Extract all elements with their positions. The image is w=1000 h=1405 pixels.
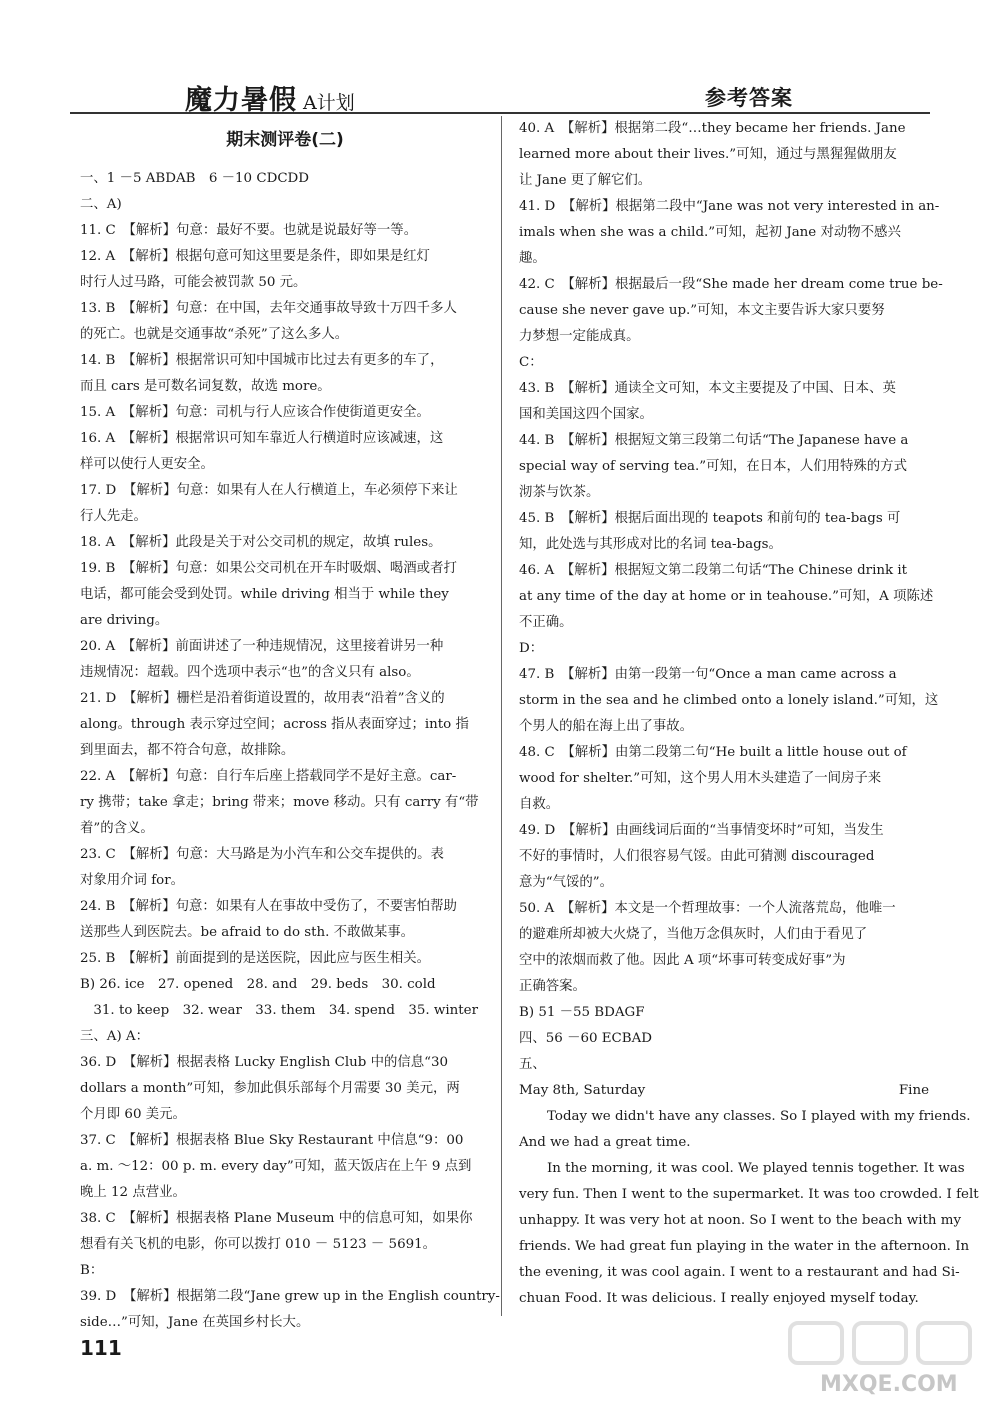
answer-line: 个男人的船在海上出了事故。 <box>519 719 694 734</box>
answer-line: a. m. ～12：00 p. m. every day”可知，蓝天饭店在上午 9 点到 <box>80 1159 472 1174</box>
answer-line: 46. A 【解析】根据短文第二段第二句话“The Chinese drink it <box>519 563 908 578</box>
answer-line: 48. C 【解析】由第二段第二句“He built a little house out of <box>519 745 907 760</box>
answer-line: 36. D 【解析】根据表格 Lucky English Club 中的信息“30 <box>80 1055 449 1070</box>
answer-line: 着”的含义。 <box>80 821 154 836</box>
answer-line: 不好的事情时，人们很容易气馁。由此可猜测 discouraged <box>519 849 875 864</box>
answer-line: along。through 表示穿过空间；across 指从表面穿过；into 指 <box>80 717 469 732</box>
answer-line: B) 51 －55 BDAGF <box>519 1005 645 1020</box>
answer-line: 50. A 【解析】本文是一个哲理故事：一个人流落荒岛，他唯一 <box>519 901 896 916</box>
essay-date: May 8th, Saturday <box>519 1083 646 1098</box>
header-divider <box>70 112 930 114</box>
answer-line: chuan Food. It was delicious. I really enjoyed myself today. <box>519 1291 919 1306</box>
answer-line: Today we didn't have any classes. So I played with my friends. <box>547 1109 971 1124</box>
left-column <box>80 116 500 1336</box>
answer-line: 样可以使行人更安全。 <box>80 457 214 472</box>
watermark-text: MXQE.COM <box>820 1372 958 1397</box>
answer-line: ry 携带；take 拿走；bring 带来；move 移动。只有 carry 有“带 <box>80 795 479 810</box>
answer-line: 想看有关飞机的电影，你可以拨打 010 － 5123 － 5691。 <box>80 1237 437 1252</box>
answer-line: C： <box>519 355 543 370</box>
column-divider <box>501 116 502 1316</box>
answer-line: 正确答案。 <box>519 979 586 994</box>
answer-line: 41. D 【解析】根据第二段中“Jane was not very interested in an- <box>519 199 940 214</box>
essay-weather: Fine <box>898 1083 929 1098</box>
answer-line: 自救。 <box>519 797 560 812</box>
answer-line: unhappy. It was very hot at noon. So I went to the beach with my <box>519 1213 962 1228</box>
answer-line: 20. A 【解析】前面讲述了一种违规情况，这里接着讲另一种 <box>80 639 444 654</box>
book-subtitle: A计划 <box>303 92 355 114</box>
answer-line: friends. We had great fun playing in the water in the afternoon. In <box>519 1239 970 1254</box>
answer-line: D： <box>519 641 544 656</box>
answer-line: 25. B 【解析】前面提到的是送医院，因此应与医生相关。 <box>80 951 431 966</box>
answer-line: at any time of the day at home or in teahouse.”可知，A 项陈述 <box>519 589 934 604</box>
answer-line: 一、1 －5 ABDAB 6 －10 CDCDD <box>80 171 310 186</box>
answer-line: dollars a month”可知，参加此俱乐部每个月需要 30 美元，两 <box>80 1081 460 1096</box>
answer-line: B： <box>80 1263 104 1278</box>
answer-line: storm in the sea and he climbed onto a lonely island.”可知，这 <box>519 693 939 708</box>
answer-line: 到里面去，都不符合句意，故排除。 <box>80 743 295 758</box>
answer-line: 47. B 【解析】由第一段第一句“Once a man came across a <box>519 667 897 682</box>
answer-line: 44. B 【解析】根据短文第三段第二句话“The Japanese have a <box>519 433 909 448</box>
answer-line: 不正确。 <box>519 615 573 630</box>
answer-line: 时行人过马路，可能会被罚款 50 元。 <box>80 275 307 290</box>
answer-line: And we had a great time. <box>519 1135 691 1150</box>
answer-line: 37. C 【解析】根据表格 Blue Sky Restaurant 中信息“9：00 <box>80 1133 464 1148</box>
book-title-text: 魔力暑假 <box>185 85 297 116</box>
answer-line: 43. B 【解析】通读全文可知，本文主要提及了中国、日本、英 <box>519 381 896 396</box>
answer-line: 对象用介词 for。 <box>80 873 185 888</box>
answer-line: 力梦想一定能成真。 <box>519 329 640 344</box>
answer-line: 13. B 【解析】句意：在中国，去年交通事故导致十万四千多人 <box>80 301 457 316</box>
answer-line: In the morning, it was cool. We played tennis together. It was <box>547 1161 965 1176</box>
answer-line: 42. C 【解析】根据最后一段“She made her dream come true be- <box>519 277 943 292</box>
answer-line: 17. D 【解析】句意：如果有人在人行横道上，车必须停下来让 <box>80 483 458 498</box>
answer-line: 空中的浓烟而救了他。因此 A 项“坏事可转变成好事”为 <box>519 953 846 968</box>
answer-line: 三、A) A： <box>80 1029 149 1044</box>
answer-line: 五、 <box>519 1057 546 1072</box>
answer-line: 24. B 【解析】句意：如果有人在事故中受伤了，不要害怕帮助 <box>80 899 457 914</box>
answer-line: the evening, it was cool again. I went to a restaurant and had Si- <box>519 1265 960 1280</box>
left-answer-lines <box>80 166 500 1336</box>
answer-line: 21. D 【解析】栅栏是沿着街道设置的，故用表“沿着”含义的 <box>80 691 445 706</box>
answer-line: 电话，都可能会受到处罚。while driving 相当于 while they <box>80 587 449 602</box>
answer-line: 让 Jane 更了解它们。 <box>519 173 652 188</box>
answer-line: 趣。 <box>519 251 546 266</box>
answer-line: 知，此处选与其形成对比的名词 tea-bags。 <box>519 537 782 552</box>
answer-line: 二、A) <box>80 197 122 212</box>
answer-line: 31. to keep 32. wear 33. them 34. spend 35. winter <box>80 1003 478 1018</box>
essay-heading <box>519 1078 929 1104</box>
answer-line: 而且 cars 是可数名词复数，故选 more。 <box>80 379 331 394</box>
answer-line: 45. B 【解析】根据后面出现的 teapots 和前句的 tea-bags 可 <box>519 511 901 526</box>
answer-line: very fun. Then I went to the supermarket. It was too crowded. I felt <box>519 1187 979 1202</box>
right-column <box>519 116 979 1312</box>
exam-title: 期末测评卷(二) <box>226 130 344 150</box>
answer-line: cause she never gave up.”可知，本文主要告诉大家只要努 <box>519 303 885 318</box>
answer-line: 沏茶与饮茶。 <box>519 485 600 500</box>
answer-line: 18. A 【解析】此段是关于对公交司机的规定，故填 rules。 <box>80 535 442 550</box>
answer-line: 个月即 60 美元。 <box>80 1107 186 1122</box>
answer-line: 38. C 【解析】根据表格 Plane Museum 中的信息可知，如果你 <box>80 1211 473 1226</box>
answer-line: 22. A 【解析】句意：自行车后座上搭载同学不是好主意。car- <box>80 769 457 784</box>
section-title: 参考答案 <box>705 85 793 110</box>
essay-body <box>519 1104 979 1312</box>
page-number: 111 <box>80 1336 122 1360</box>
answer-line: special way of serving tea.”可知，在日本，人们用特殊的方式 <box>519 459 907 474</box>
answer-line: 国和美国这四个国家。 <box>519 407 653 422</box>
answer-line: learned more about their lives.”可知，通过与黑猩猩做朋友 <box>519 147 897 162</box>
answer-line: 送那些人到医院去。be afraid to do sth. 不敢做某事。 <box>80 925 415 940</box>
answer-line: 40. A 【解析】根据第二段“…they became her friends. Jane <box>519 121 906 136</box>
answer-line: 23. C 【解析】句意：大马路是为小汽车和公交车提供的。表 <box>80 847 444 862</box>
answer-line: imals when she was a child.”可知，起初 Jane 对动物不感兴 <box>519 225 901 240</box>
answer-line: 14. B 【解析】根据常识可知中国城市比过去有更多的车了， <box>80 353 444 368</box>
answer-line: 晚上 12 点营业。 <box>80 1185 186 1200</box>
answer-line: wood for shelter.”可知，这个男人用木头建造了一间房子来 <box>519 771 882 786</box>
answer-line: 违规情况：超载。四个选项中表示“也”的含义只有 also。 <box>80 665 420 680</box>
answer-line: are driving。 <box>80 613 169 628</box>
answer-line: B) 26. ice 27. opened 28. and 29. beds 30. cold <box>80 977 436 992</box>
right-answer-lines <box>519 116 943 1078</box>
answer-line: 四、56 －60 ECBAD <box>519 1031 653 1046</box>
answer-line: 12. A 【解析】根据句意可知这里要是条件，即如果是红灯 <box>80 249 430 264</box>
answer-line: 的避难所却被大火烧了，当他万念俱灰时，人们由于看见了 <box>519 927 868 942</box>
answer-line: 行人先走。 <box>80 509 147 524</box>
answer-line: 的死亡。也就是交通事故“杀死”了这么多人。 <box>80 327 349 342</box>
answer-line: 39. D 【解析】根据第二段“Jane grew up in the English country- <box>80 1289 500 1304</box>
answer-line: side…”可知，Jane 在英国乡村长大。 <box>80 1315 310 1330</box>
answer-line: 意为“气馁的”。 <box>519 875 614 890</box>
answer-line: 49. D 【解析】由画线词后面的“当事情变坏时”可知，当发生 <box>519 823 884 838</box>
answer-line: 16. A 【解析】根据常识可知车靠近人行横道时应该减速，这 <box>80 431 444 446</box>
answer-line: 11. C 【解析】句意：最好不要。也就是说最好等一等。 <box>80 223 418 238</box>
answer-line: 15. A 【解析】句意：司机与行人应该合作使街道更安全。 <box>80 405 430 420</box>
answer-line: 19. B 【解析】句意：如果公交司机在开车时吸烟、喝酒或者打 <box>80 561 457 576</box>
